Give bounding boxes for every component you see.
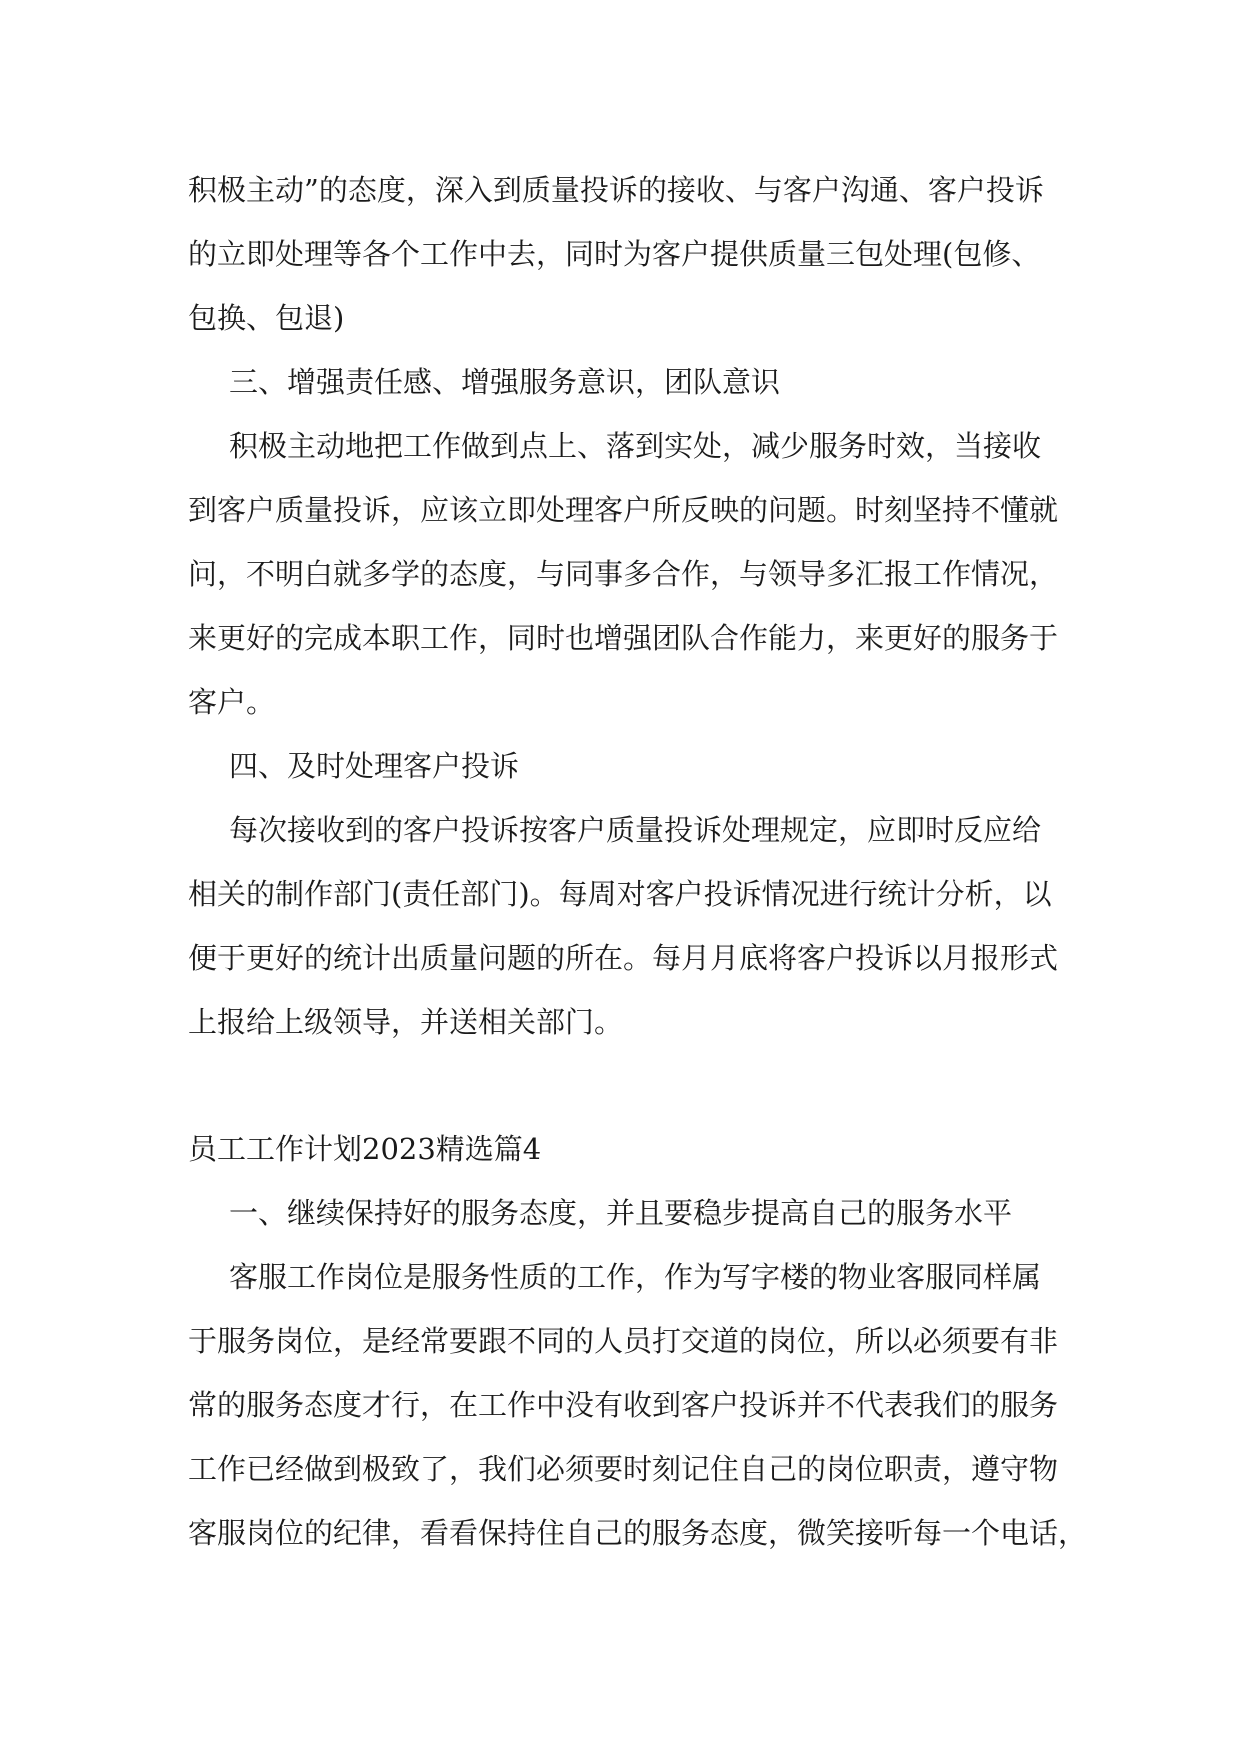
paragraph-line: 客户。: [188, 685, 276, 719]
heading-one: 一、继续保持好的服务态度，并且要稳步提高自己的服务水平: [229, 1196, 1013, 1230]
paragraph-line: 便于更好的统计出质量问题的所在。每月月底将客户投诉以月报形式: [188, 941, 1059, 975]
section-gap: [188, 1054, 1053, 1117]
paragraph-line: 常的服务态度才行，在工作中没有收到客户投诉并不代表我们的服务: [188, 1388, 1059, 1422]
paragraph-line: 相关的制作部门(责任部门)。每周对客户投诉情况进行统计分析，以: [188, 877, 1052, 911]
paragraph-line: 的立即处理等各个工作中去，同时为客户提供质量三包处理(包修、: [188, 237, 1041, 271]
section-title: 员工工作计划2023精选篇4: [188, 1132, 542, 1166]
paragraph-line: 积极主动”的态度，深入到质量投诉的接收、与客户沟通、客户投诉: [188, 173, 1044, 207]
paragraph-line: 上报给上级领导，并送相关部门。: [188, 1005, 624, 1039]
heading-four: 四、及时处理客户投诉: [229, 749, 520, 783]
paragraph-line: 积极主动地把工作做到点上、落到实处，减少服务时效，当接收: [229, 429, 1042, 463]
heading-three: 三、增强责任感、增强服务意识，团队意识: [229, 365, 781, 399]
paragraph-line: 客服岗位的纪律，看看保持住自己的服务态度，微笑接听每一个电话，: [188, 1516, 1088, 1550]
paragraph-line: 工作已经做到极致了，我们必须要时刻记住自己的岗位职责，遵守物: [188, 1452, 1059, 1486]
paragraph-line: 每次接收到的客户投诉按客户质量投诉处理规定，应即时反应给: [229, 813, 1042, 847]
document-body: [188, 158, 1088, 1565]
paragraph-line: 来更好的完成本职工作，同时也增强团队合作能力，来更好的服务于: [188, 621, 1059, 655]
paragraph-line: 客服工作岗位是服务性质的工作，作为写字楼的物业客服同样属: [229, 1260, 1042, 1294]
paragraph-line: 包换、包退): [188, 301, 345, 335]
paragraph-line: 到客户质量投诉，应该立即处理客户所反映的问题。时刻坚持不懂就: [188, 493, 1059, 527]
paragraph-line: 于服务岗位，是经常要跟不同的人员打交道的岗位，所以必须要有非: [188, 1324, 1059, 1358]
paragraph-line: 问，不明白就多学的态度，与同事多合作，与领导多汇报工作情况，: [188, 557, 1059, 591]
